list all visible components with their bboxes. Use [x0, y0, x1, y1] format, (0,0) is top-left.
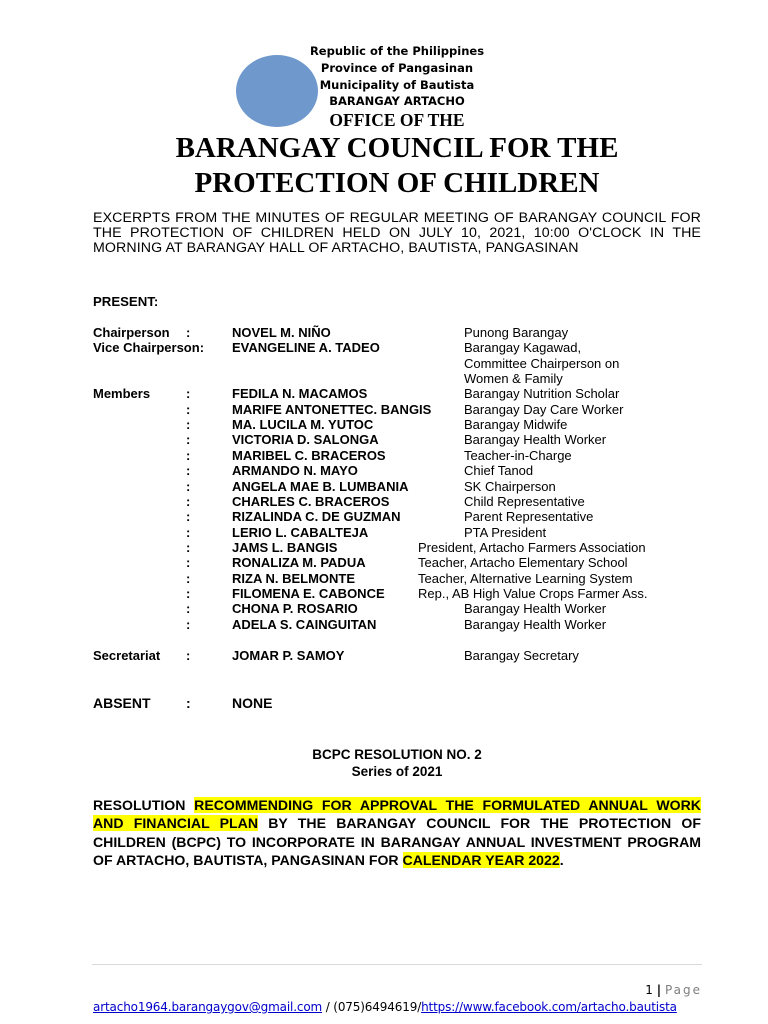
resolution-highlight-plan: RECOMMENDING FOR APPROVAL THE FORMULATED ANNUAL WORK AND FINANCIAL PLAN [93, 797, 701, 832]
attendee-row [93, 340, 713, 355]
attendee-row [93, 325, 713, 340]
header-line-barangay: BARANGAY ARTACHO [329, 94, 465, 108]
attendee-row [93, 617, 713, 632]
attendee-row [93, 356, 713, 371]
document-title-line1: BARANGAY COUNCIL FOR THE [175, 132, 619, 164]
attendee-colon: : [186, 463, 191, 479]
attendee-name: FILOMENA E. CABONCE [232, 585, 385, 601]
attendee-position: Committee Chairperson on [464, 355, 620, 371]
attendee-position: Barangay Midwife [464, 417, 568, 433]
attendee-row [93, 479, 713, 494]
attendee-position: Barangay Health Worker [464, 601, 607, 617]
header-line-municipality: Municipality of Bautista [319, 78, 475, 92]
resolution-middle: BY THE BARANGAY COUNCIL FOR THE PROTECTION OF CHILDREN (BCPC) TO INCORPORATE IN BARANGAY ANNUAL INVESTMENT PROGRAM OF ARTACHO, BAUTISTA, PANGASINAN FOR [93, 815, 701, 869]
attendee-row [93, 555, 713, 570]
attendee-name: NOVEL M. NIÑO [232, 325, 331, 340]
resolution-text [93, 796, 701, 870]
attendee-colon: : [186, 648, 191, 663]
office-label: OFFICE OF THE [329, 110, 465, 130]
resolution-highlight-year: CALENDAR YEAR 2022 [402, 852, 560, 869]
attendee-colon: : [186, 432, 191, 448]
attendee-position: Rep., AB High Value Crops Farmer Ass. [418, 585, 648, 601]
attendee-position: Women & Family [464, 371, 563, 387]
secretariat-row [93, 648, 713, 663]
minutes-excerpt: EXCERPTS FROM THE MINUTES OF REGULAR MEETING OF BARANGAY COUNCIL FOR THE PROTECTION OF CHILDREN HELD ON JULY 10, 2021, 10:00 O'CLOCK IN THE MORNING AT BARANGAY HALL OF ARTACHO, BAUTISTA, PANGASINAN [93, 210, 701, 256]
attendee-position: SK Chairperson [464, 478, 556, 494]
page-number-value: 1 [645, 983, 653, 997]
attendee-role: Secretariat [93, 648, 161, 663]
attendee-position: President, Artacho Farmers Association [418, 539, 646, 555]
attendee-colon: : [186, 417, 191, 433]
page-word: Page [664, 983, 702, 997]
attendee-position: PTA President [464, 524, 547, 540]
attendee-name: LERIO L. CABALTEJA [232, 524, 369, 540]
attendee-colon: : [186, 509, 191, 525]
absent-value: NONE [232, 695, 273, 711]
attendee-position: Teacher, Artacho Elementary School [418, 555, 628, 571]
footer-divider [92, 964, 702, 965]
attendee-position: Punong Barangay [464, 325, 569, 340]
attendee-row [93, 432, 713, 447]
attendee-colon: : [186, 478, 191, 494]
attendee-colon: : [186, 555, 191, 571]
attendee-name: VICTORIA D. SALONGA [232, 432, 379, 448]
attendee-role: Chairperson [93, 325, 170, 340]
attendee-name: RIZA N. BELMONTE [232, 570, 356, 586]
resolution-prefix: RESOLUTION [93, 797, 195, 813]
attendee-name: CHARLES C. BRACEROS [232, 493, 390, 509]
attendee-name: RONALIZA M. PADUA [232, 555, 366, 571]
attendee-role: Members [93, 386, 151, 402]
document-title-line2: PROTECTION OF CHILDREN [194, 167, 600, 199]
attendee-colon: : [186, 401, 191, 417]
header-line-republic: Republic of the Philippines [309, 44, 485, 58]
resolution-end: . [559, 852, 564, 869]
attendee-position: Chief Tanod [464, 463, 534, 479]
attendee-colon: : [186, 524, 191, 540]
footer-contact [93, 1000, 677, 1014]
attendee-row [93, 371, 713, 386]
attendee-row [93, 386, 713, 401]
attendee-colon: : [186, 539, 191, 555]
attendee-row [93, 571, 713, 586]
attendee-colon: : [186, 585, 191, 601]
attendee-name: CHONA P. ROSARIO [232, 601, 358, 617]
attendee-colon: : [186, 447, 191, 463]
attendee-position: Barangay Health Worker [464, 432, 607, 448]
attendee-name: MARIBEL C. BRACEROS [232, 447, 386, 463]
page-separator: | [656, 983, 662, 997]
attendee-row [93, 463, 713, 478]
attendee-role: Vice Chairperson: [93, 340, 205, 356]
attendee-colon: : [186, 570, 191, 586]
attendee-row [93, 586, 713, 601]
attendee-position: Barangay Health Worker [464, 616, 607, 632]
attendee-colon: : [186, 386, 191, 402]
attendee-row [93, 525, 713, 540]
attendee-row [93, 402, 713, 417]
absent-label: ABSENT [93, 695, 151, 711]
attendee-position: Barangay Kagawad, [464, 340, 582, 356]
attendee-name: ANGELA MAE B. LUMBANIA [232, 478, 409, 494]
attendee-row [93, 417, 713, 432]
absent-row [93, 695, 393, 713]
attendee-row [93, 601, 713, 616]
resolution-number: BCPC RESOLUTION NO. 2 [312, 747, 482, 762]
email-link[interactable]: artacho1964.barangaygov@gmail.com [93, 1000, 323, 1014]
resolution-series: Series of 2021 [351, 764, 443, 779]
attendee-position: Barangay Secretary [464, 648, 579, 663]
attendee-position: Child Representative [464, 493, 585, 509]
attendee-row [93, 494, 713, 509]
attendee-colon: : [186, 493, 191, 509]
attendee-position: Teacher-in-Charge [464, 447, 572, 463]
attendee-name: ARMANDO N. MAYO [232, 463, 358, 479]
facebook-link[interactable]: https://www.facebook.com/artacho.bautista [421, 1000, 677, 1014]
attendee-row [93, 509, 713, 524]
attendee-name: JOMAR P. SAMOY [232, 648, 345, 663]
attendee-position: Barangay Day Care Worker [464, 401, 624, 417]
attendee-name: ADELA S. CAINGUITAN [232, 616, 377, 632]
absent-colon: : [186, 695, 191, 711]
attendee-colon: : [186, 325, 191, 340]
present-label: PRESENT: [93, 294, 159, 309]
header-line-province: Province of Pangasinan [320, 61, 474, 75]
attendee-row [93, 540, 713, 555]
attendee-name: MA. LUCILA M. YUTOC [232, 417, 374, 433]
attendee-name: EVANGELINE A. TADEO [232, 340, 380, 356]
attendee-position: Parent Representative [464, 509, 594, 525]
attendee-name: RIZALINDA C. DE GUZMAN [232, 509, 401, 525]
attendee-name: MARIFE ANTONETTEC. BANGIS [232, 401, 432, 417]
attendee-colon: : [186, 616, 191, 632]
attendee-position: Barangay Nutrition Scholar [464, 386, 620, 402]
attendee-row [93, 448, 713, 463]
attendee-name: JAMS L. BANGIS [232, 539, 338, 555]
attendee-position: Teacher, Alternative Learning System [418, 570, 633, 586]
attendee-name: FEDILA N. MACAMOS [232, 386, 368, 402]
page-number [645, 983, 702, 997]
phone-text: / (075)6494619/ [322, 1000, 422, 1014]
attendee-colon: : [186, 601, 191, 617]
